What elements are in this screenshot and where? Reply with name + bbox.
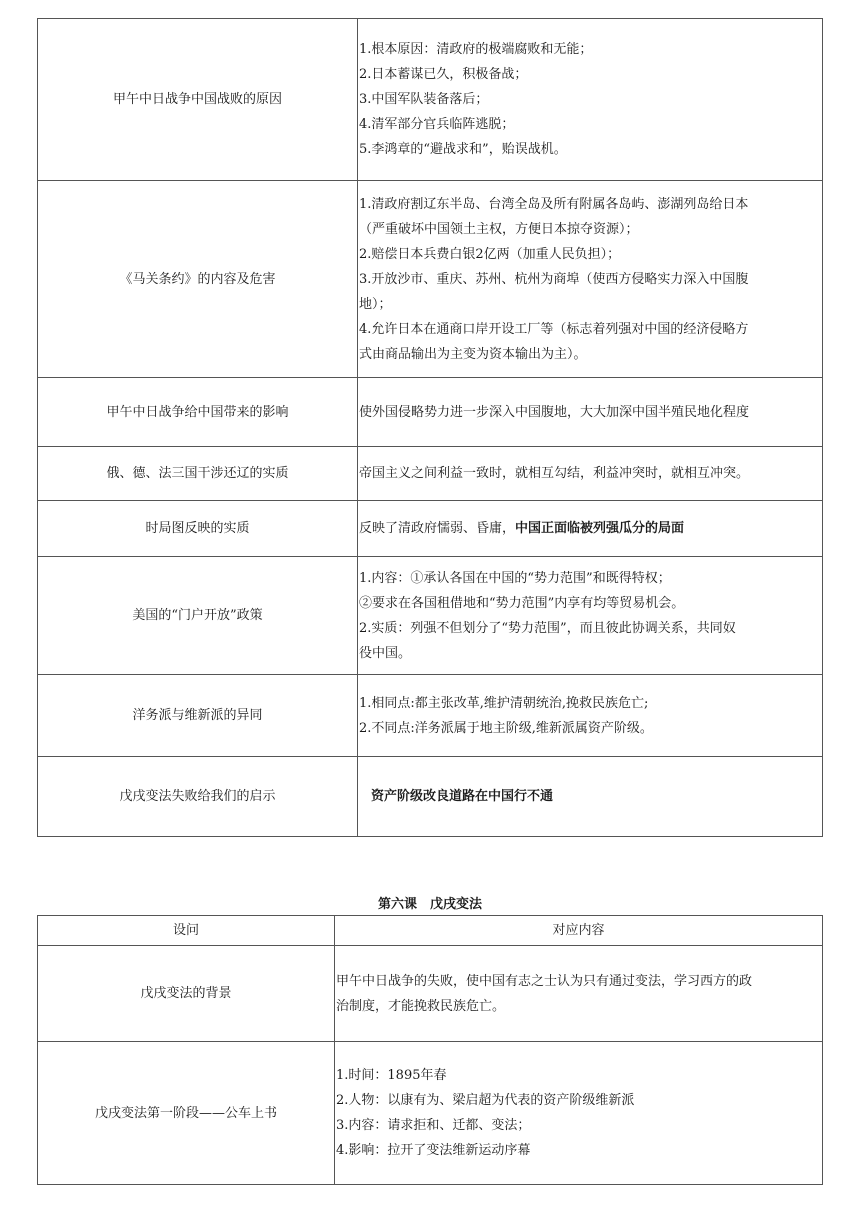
- answer-cell: [358, 757, 823, 837]
- answer-line: 4.影响：拉开了变法维新运动序幕: [336, 1143, 531, 1158]
- answer-line: 2.人物：以康有为、梁启超为代表的资产阶级维新派: [336, 1093, 635, 1108]
- question-cell: 甲午中日战争中国战败的原因: [38, 19, 358, 181]
- answer-line: 3.开放沙市、重庆、苏州、杭州为商埠（使西方侵略实力深入中国腹: [359, 271, 749, 287]
- table-row: [38, 1042, 823, 1185]
- answer-line: 2.实质：列强不但划分了“势力范围”，而且彼此协调关系，共同奴: [359, 620, 736, 636]
- header-question: 设问: [38, 916, 335, 946]
- table-row: [38, 757, 823, 837]
- answer-line: 1.内容：①承认各国在中国的“势力范围”和既得特权；: [359, 570, 671, 586]
- question-cell: 戊戌变法失败给我们的启示: [38, 757, 358, 837]
- answer-line: 帝国主义之间利益一致时，就相互勾结，利益冲突时，就相互冲突。: [359, 466, 750, 481]
- answer-line: 2.日本蓄谋已久，积极备战；: [359, 67, 528, 82]
- answer-cell: [335, 1042, 823, 1185]
- answer-line: 5.李鸿章的“避战求和”，贻误战机。: [359, 142, 567, 157]
- answer-line: 3.中国军队装备落后；: [359, 92, 489, 107]
- question-cell: 洋务派与维新派的异同: [38, 675, 358, 757]
- answer-line: 治制度，才能挽救民族危亡。: [336, 998, 506, 1014]
- answer-line: 甲午中日战争的失败，使中国有志之士认为只有通过变法，学习西方的政: [336, 973, 753, 989]
- answer-cell: [358, 675, 823, 757]
- answer-line: 式由商品输出为主变为资本输出为主）。: [359, 346, 587, 362]
- answer-line: 1.相同点:都主张改革,维护清朝统治,挽救民族危亡;: [359, 695, 649, 711]
- answer-emphasis: 中国正面临被列强瓜分的局面: [515, 521, 685, 536]
- answer-cell: [358, 557, 823, 675]
- table-header-row: [38, 916, 823, 946]
- answer-line: 使外国侵略势力进一步深入中国腹地，大大加深中国半殖民地化程度: [359, 404, 750, 420]
- answer-line: 3.内容：请求拒和、迁都、变法；: [336, 1118, 531, 1133]
- answer-line: 1.根本原因：清政府的极端腐败和无能；: [359, 42, 593, 57]
- table-row: [38, 501, 823, 557]
- answer-line: （严重破坏中国领土主权，方便日本掠夺资源）；: [359, 221, 639, 237]
- answer-cell: [358, 447, 823, 501]
- answer-line: 2.赔偿日本兵费白银2亿两（加重人民负担）；: [359, 246, 621, 262]
- answer-cell: [358, 181, 823, 378]
- table-row: [38, 181, 823, 378]
- answer-line: 4.允许日本在通商口岸开设工厂等（标志着列强对中国的经济侵略方: [359, 321, 749, 337]
- answer-line: ②要求在各国租借地和“势力范围”内享有均等贸易机会。: [359, 595, 685, 611]
- answer-line: 役中国。: [359, 645, 412, 661]
- table-row: [38, 447, 823, 501]
- review-table-2: [37, 915, 823, 1185]
- answer-cell: [335, 946, 823, 1042]
- answer-line: 2.不同点:洋务派属于地主阶级,维新派属资产阶级。: [359, 720, 653, 736]
- table-row: [38, 557, 823, 675]
- answer-emphasis: 资产阶级改良道路在中国行不通: [371, 789, 554, 804]
- answer-line: 1.时间：1895年春: [336, 1068, 447, 1083]
- answer-cell: [358, 378, 823, 447]
- question-cell: 俄、德、法三国干涉还辽的实质: [38, 447, 358, 501]
- review-table-1: [37, 18, 823, 837]
- answer-line: 地）；: [359, 296, 392, 312]
- question-cell: 《马关条约》的内容及危害: [38, 181, 358, 378]
- header-answer: 对应内容: [335, 916, 823, 946]
- answer-cell: [358, 19, 823, 181]
- question-cell: 戊戌变法的背景: [38, 946, 335, 1042]
- answer-text: 反映了清政府懦弱、昏庸，: [359, 521, 516, 536]
- answer-cell: [358, 501, 823, 557]
- table-row: [38, 19, 823, 181]
- table-row: [38, 378, 823, 447]
- table-row: [38, 675, 823, 757]
- answer-line: 4.清军部分官兵临阵逃脱；: [359, 117, 515, 132]
- question-cell: 美国的“门户开放”政策: [38, 557, 358, 675]
- section-title: 第六课 戊戌变法: [377, 897, 482, 912]
- question-cell: 时局图反映的实质: [38, 501, 358, 557]
- answer-line: 1.清政府割辽东半岛、台湾全岛及所有附属各岛屿、澎湖列岛给日本: [359, 196, 749, 212]
- question-cell: 戊戌变法第一阶段——公车上书: [38, 1042, 335, 1185]
- table-row: [38, 946, 823, 1042]
- question-cell: 甲午中日战争给中国带来的影响: [38, 378, 358, 447]
